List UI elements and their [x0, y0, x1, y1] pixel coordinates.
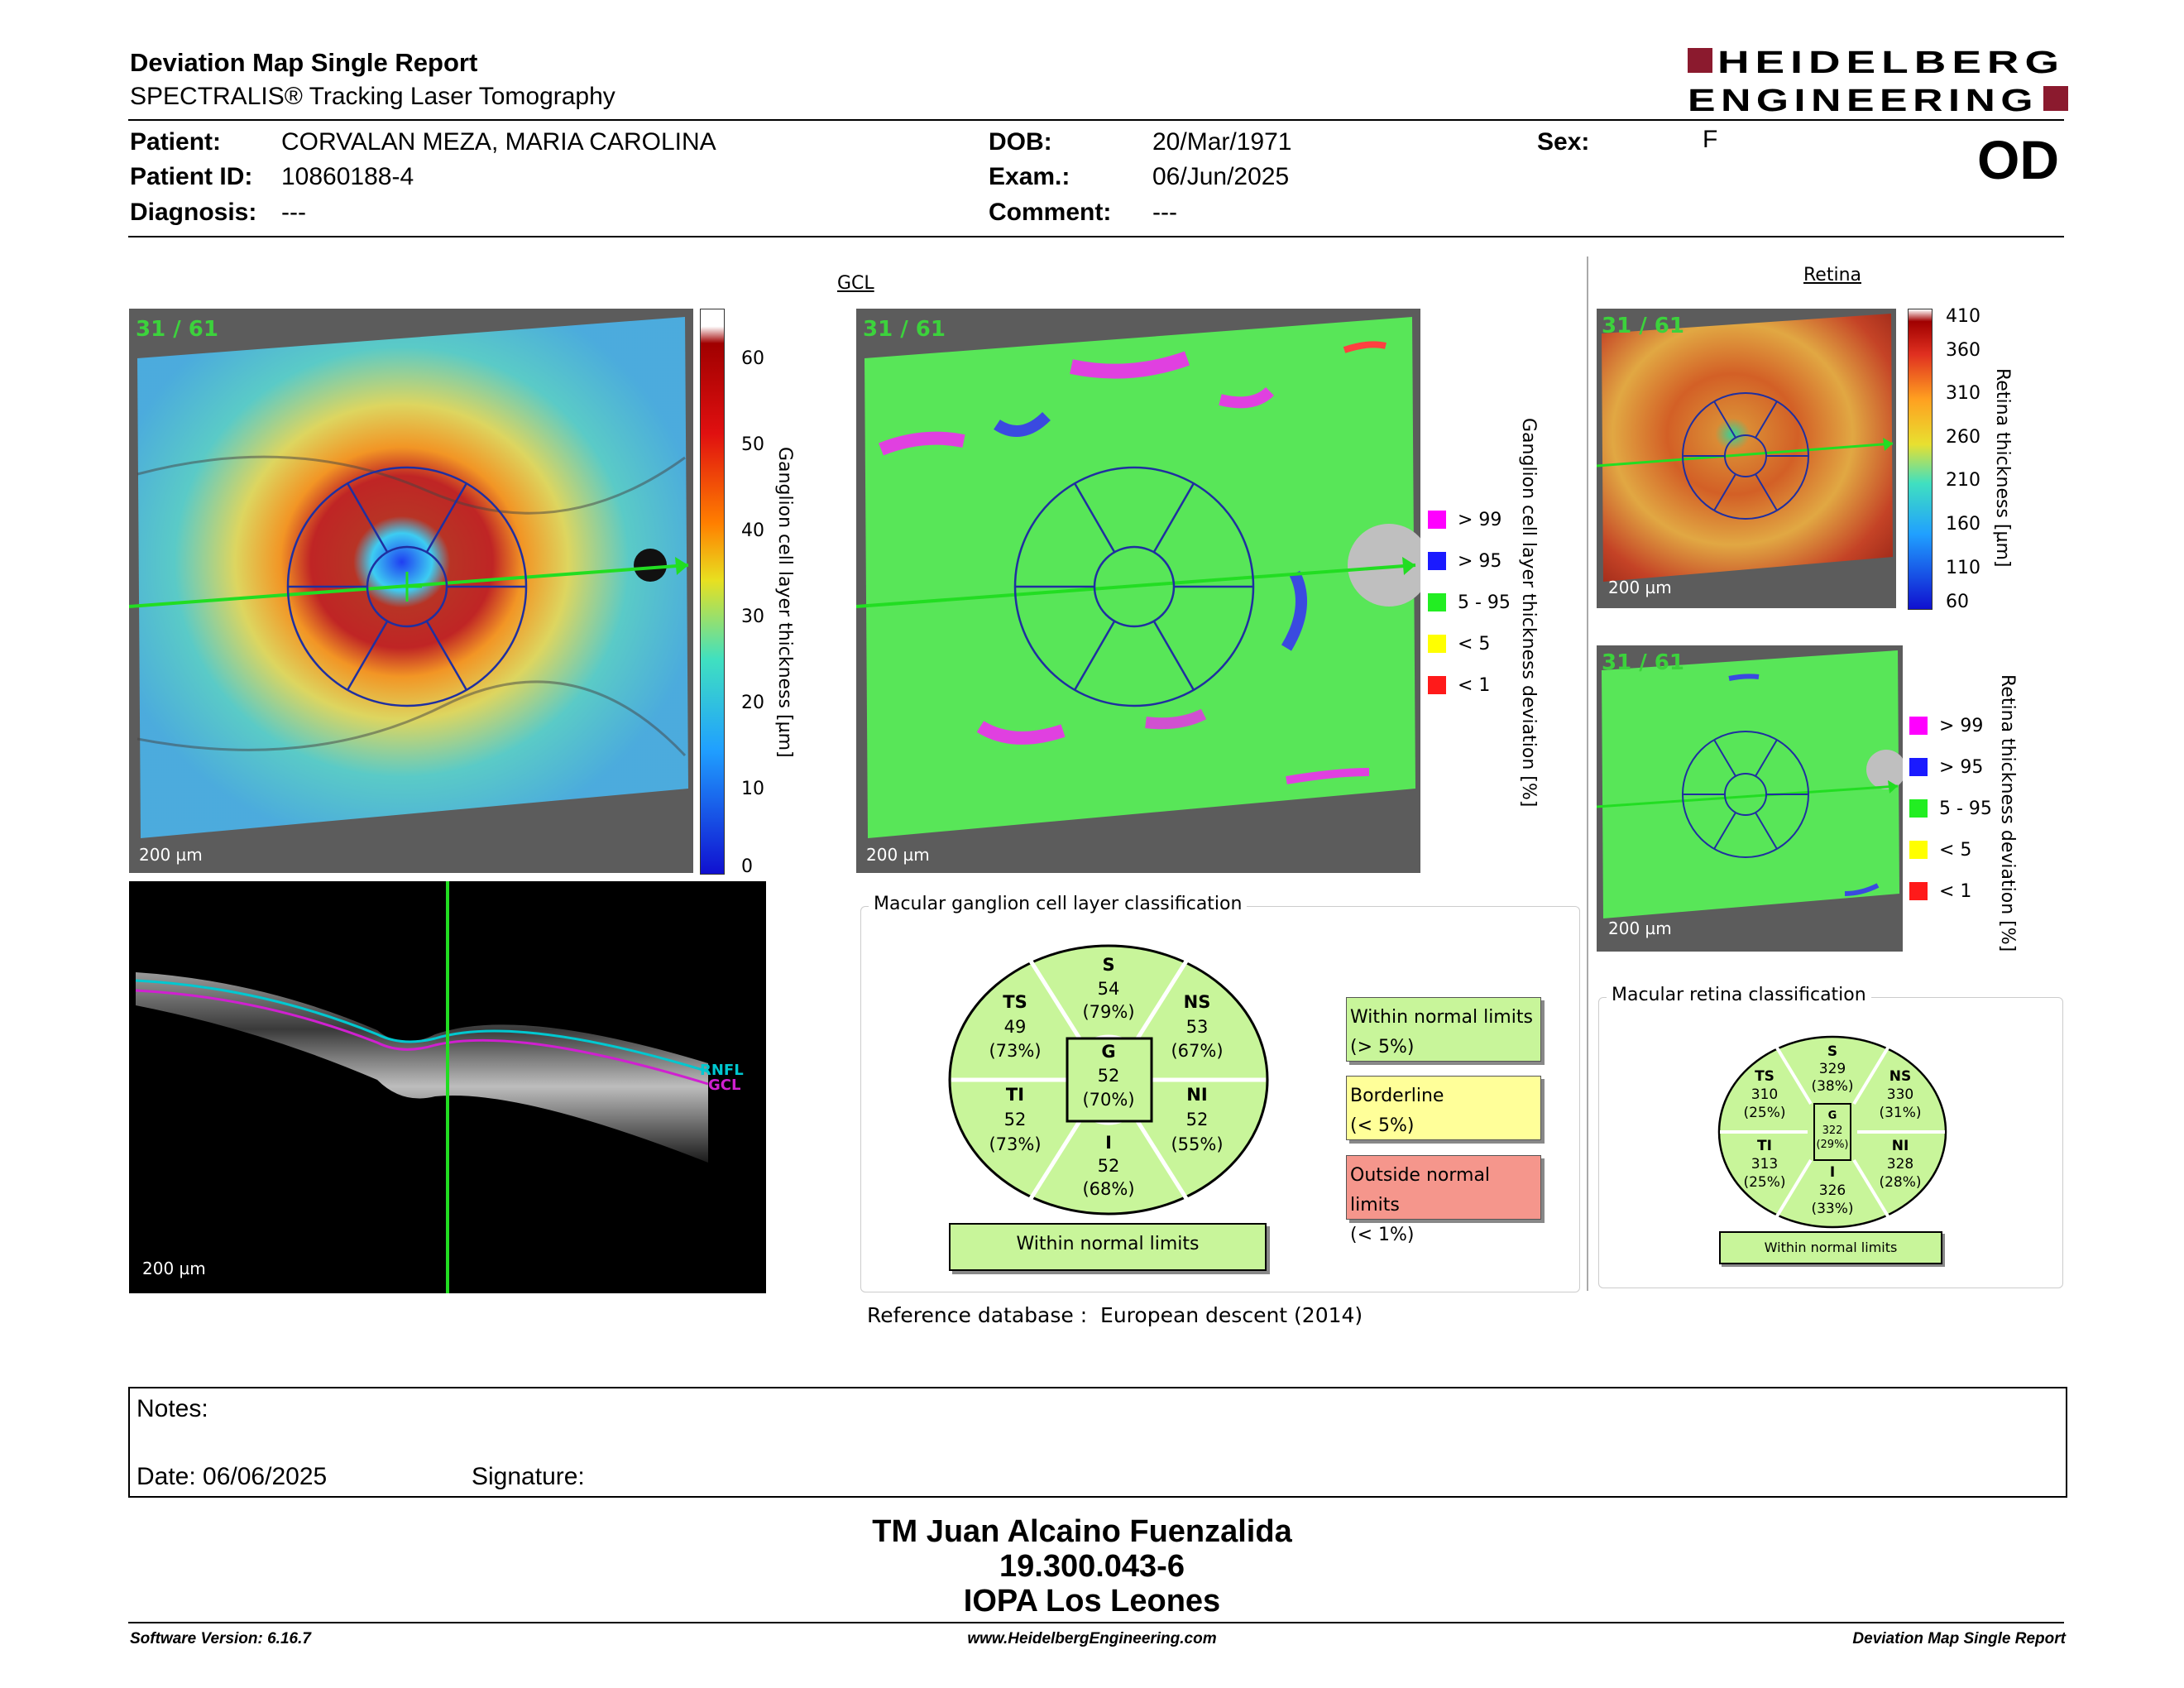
retina-dev-axis-label: Retina thickness deviation [%] [1997, 674, 2018, 952]
patient-id-label: Patient ID: [130, 163, 253, 190]
ret-sector-ni-pct: (28%) [1879, 1174, 1922, 1191]
swatch-red [1909, 882, 1928, 900]
patient-id: 10860188-4 [281, 163, 414, 190]
gcl-tick-40: 40 [741, 520, 764, 541]
gcl-classification-result: Within normal limits [949, 1223, 1267, 1271]
ret-sector-s-value: 329 [1818, 1061, 1846, 1077]
retina-dev-legend [1909, 705, 1992, 912]
signature-block [0, 1514, 2184, 1618]
swatch-green [1428, 593, 1446, 611]
legend-within-normal: Within normal limits (> 5%) [1346, 997, 1541, 1062]
exam-label: Exam.: [989, 163, 1070, 190]
gcl-sector-ni-pct: (55%) [1171, 1134, 1224, 1154]
gcl-legend-gt99: > 99 [1428, 499, 1511, 540]
ret-sector-ns-name: NS [1889, 1068, 1912, 1085]
report-title: Deviation Map Single Report [130, 48, 478, 77]
gcl-sector-ts-pct: (73%) [989, 1041, 1042, 1061]
comment-value: --- [1152, 199, 1177, 226]
swatch-yellow [1428, 635, 1446, 653]
ret-sector-ti-value: 313 [1751, 1156, 1779, 1172]
gcl-sector-i-value: 52 [1097, 1156, 1120, 1176]
retina-legend-gt95: > 95 [1909, 746, 1992, 788]
ret-sector-ts-name: TS [1755, 1068, 1774, 1085]
gcl-label: GCL [708, 1077, 741, 1094]
gcl-dev-tag: 31 / 61 [863, 317, 946, 342]
retina-legend-lt5: < 5 [1909, 829, 1992, 870]
retina-map-tag: 31 / 61 [1602, 314, 1684, 338]
gcl-sector-ns-value: 53 [1185, 1017, 1209, 1037]
retina-tick-160: 160 [1946, 514, 1980, 535]
retina-tick-260: 260 [1946, 427, 1980, 448]
logo-line2: ENGINEERING [1688, 84, 2038, 116]
gcl-sector-ni-name: NI [1186, 1085, 1208, 1105]
gcl-deviation-map [856, 309, 1420, 873]
gcl-sector-ti-value: 52 [1003, 1110, 1027, 1129]
eye-label: OD [1977, 129, 2059, 190]
signature-label: Signature: [472, 1463, 585, 1490]
retina-tick-210: 210 [1946, 470, 1980, 491]
retina-classification-title: Macular retina classification [1607, 985, 1871, 1005]
retina-tick-110: 110 [1946, 558, 1980, 578]
footer-report: Deviation Map Single Report [1852, 1630, 2066, 1647]
dob-label: DOB: [989, 128, 1052, 156]
ret-sector-s-pct: (38%) [1811, 1078, 1854, 1095]
bscan-scale: 200 µm [142, 1259, 206, 1278]
gcl-map-tag: 31 / 61 [136, 317, 218, 342]
retina-classification-result: Within normal limits [1719, 1231, 1942, 1264]
ret-sector-ni-name: NI [1891, 1138, 1909, 1154]
ret-sector-i-name: I [1829, 1164, 1836, 1181]
retina-legend-lt1: < 1 [1909, 870, 1992, 912]
gcl-legend-5-95: 5 - 95 [1428, 582, 1511, 623]
ret-sector-g-name: G [1827, 1110, 1837, 1122]
gcl-sector-ti-name: TI [1005, 1085, 1025, 1105]
gcl-tick-60: 60 [741, 348, 764, 369]
gcl-sector-i-pct: (68%) [1082, 1179, 1135, 1199]
ret-sector-i-pct: (33%) [1811, 1201, 1854, 1217]
ret-sector-ti-name: TI [1757, 1138, 1772, 1154]
swatch-blue [1909, 758, 1928, 776]
gcl-classification-title: Macular ganglion cell layer classification [869, 894, 1247, 914]
reference-database [867, 1303, 1363, 1327]
swatch-magenta [1428, 511, 1446, 529]
gcl-legend-gt95: > 95 [1428, 540, 1511, 582]
ret-sector-ti-pct: (25%) [1743, 1174, 1786, 1191]
ret-sector-s-name: S [1827, 1043, 1838, 1060]
reference-value: European descent (2014) [1100, 1303, 1363, 1327]
comment-label: Comment: [989, 199, 1112, 226]
swatch-blue [1428, 552, 1446, 570]
sex-value: F [1703, 126, 1718, 153]
swatch-magenta [1909, 717, 1928, 735]
gcl-dev-title: GCL [837, 273, 874, 294]
exam-value: 06/Jun/2025 [1152, 163, 1290, 190]
retina-deviation-map [1597, 645, 1903, 952]
ret-sector-g-pct: (29%) [1816, 1139, 1849, 1151]
gcl-sector-g-name: G [1101, 1042, 1116, 1062]
notes-box[interactable] [128, 1387, 2067, 1498]
logo-line1: HEIDELBERG [1717, 46, 2065, 80]
signer-name: TM Juan Alcaino Fuenzalida [872, 1514, 1292, 1549]
gcl-tick-50: 50 [741, 434, 764, 455]
oct-bscan [129, 881, 766, 1293]
ret-sector-i-value: 326 [1818, 1182, 1846, 1199]
notes-label: Notes: [136, 1395, 208, 1422]
ret-sector-g-value: 322 [1822, 1125, 1843, 1137]
swatch-green [1909, 799, 1928, 818]
footer-version: Software Version: 6.16.7 [130, 1630, 311, 1647]
legend-borderline: Borderline (< 5%) [1346, 1076, 1541, 1140]
ret-sector-ni-value: 328 [1886, 1156, 1914, 1172]
gcl-sector-s-pct: (79%) [1082, 1002, 1135, 1022]
retina-colorbar [1908, 309, 1933, 610]
ret-sector-ts-value: 310 [1751, 1086, 1779, 1103]
gcl-legend-lt1: < 1 [1428, 664, 1511, 706]
gcl-sector-ns-pct: (67%) [1171, 1041, 1224, 1061]
retina-legend-5-95: 5 - 95 [1909, 788, 1992, 829]
retina-dev-scale: 200 µm [1608, 918, 1672, 938]
retina-map-scale: 200 µm [1608, 578, 1672, 597]
swatch-yellow [1909, 841, 1928, 859]
gcl-sector-g-value: 52 [1097, 1066, 1120, 1086]
patient-name: CORVALAN MEZA, MARIA CAROLINA [281, 128, 716, 156]
gcl-tick-10: 10 [741, 779, 764, 799]
signer-id: 19.300.043-6 [999, 1549, 1185, 1584]
gcl-sector-ti-pct: (73%) [989, 1134, 1042, 1154]
rnfl-label: RNFL [700, 1062, 744, 1079]
gcl-thickness-map [129, 309, 693, 873]
signer-institution: IOPA Los Leones [963, 1584, 1221, 1618]
retina-tick-410: 410 [1946, 306, 1980, 327]
retina-tick-310: 310 [1946, 383, 1980, 404]
retina-tick-360: 360 [1946, 340, 1980, 361]
retina-dev-tag: 31 / 61 [1602, 650, 1684, 675]
gcl-sector-s-value: 54 [1097, 979, 1120, 999]
retina-sector-chart [1717, 1034, 1948, 1230]
swatch-red [1428, 676, 1446, 694]
gcl-sector-s-name: S [1102, 955, 1115, 975]
heidelberg-logo [1688, 46, 2068, 116]
footer-url[interactable]: www.HeidelbergEngineering.com [967, 1630, 1217, 1647]
gcl-dev-legend [1428, 499, 1511, 706]
gcl-sector-ts-value: 49 [1003, 1017, 1027, 1037]
retina-title: Retina [1803, 265, 1861, 285]
ret-sector-ns-pct: (31%) [1879, 1105, 1922, 1121]
retina-legend-gt99: > 99 [1909, 705, 1992, 746]
diagnosis-label: Diagnosis: [130, 199, 257, 226]
gcl-sector-ts-name: TS [1003, 992, 1027, 1012]
legend-outside-normal: Outside normal limits (< 1%) [1346, 1155, 1541, 1220]
gcl-colorbar-label: Ganglion cell layer thickness [µm] [774, 447, 795, 758]
ret-sector-ts-pct: (25%) [1743, 1105, 1786, 1121]
gcl-sector-g-pct: (70%) [1082, 1090, 1135, 1110]
gcl-dev-axis-label: Ganglion cell layer thickness deviation [%] [1518, 418, 1539, 808]
gcl-tick-30: 30 [741, 607, 764, 627]
diagnosis-value: --- [281, 199, 306, 226]
gcl-tick-0: 0 [741, 856, 753, 877]
gcl-sector-ni-value: 52 [1185, 1110, 1209, 1129]
gcl-sector-i-name: I [1105, 1133, 1112, 1153]
retina-colorbar-label: Retina thickness [µm] [1992, 368, 2013, 568]
retina-thickness-map [1597, 309, 1896, 608]
sex-label: Sex: [1537, 128, 1590, 156]
gcl-sector-ns-name: NS [1183, 992, 1211, 1012]
gcl-legend-lt5: < 5 [1428, 623, 1511, 664]
reference-label: Reference database : [867, 1303, 1088, 1327]
patient-label: Patient: [130, 128, 222, 156]
ret-sector-ns-value: 330 [1886, 1086, 1914, 1103]
retina-tick-60: 60 [1946, 592, 1969, 612]
gcl-map-scale: 200 µm [139, 845, 203, 865]
report-subtitle: SPECTRALIS® Tracking Laser Tomography [130, 83, 615, 110]
gcl-dev-scale: 200 µm [866, 845, 930, 865]
gcl-colorbar [700, 309, 725, 875]
date-label: Date: 06/06/2025 [136, 1463, 328, 1490]
gcl-sector-chart [947, 943, 1270, 1216]
gcl-tick-20: 20 [741, 693, 764, 713]
dob-value: 20/Mar/1971 [1152, 128, 1292, 156]
